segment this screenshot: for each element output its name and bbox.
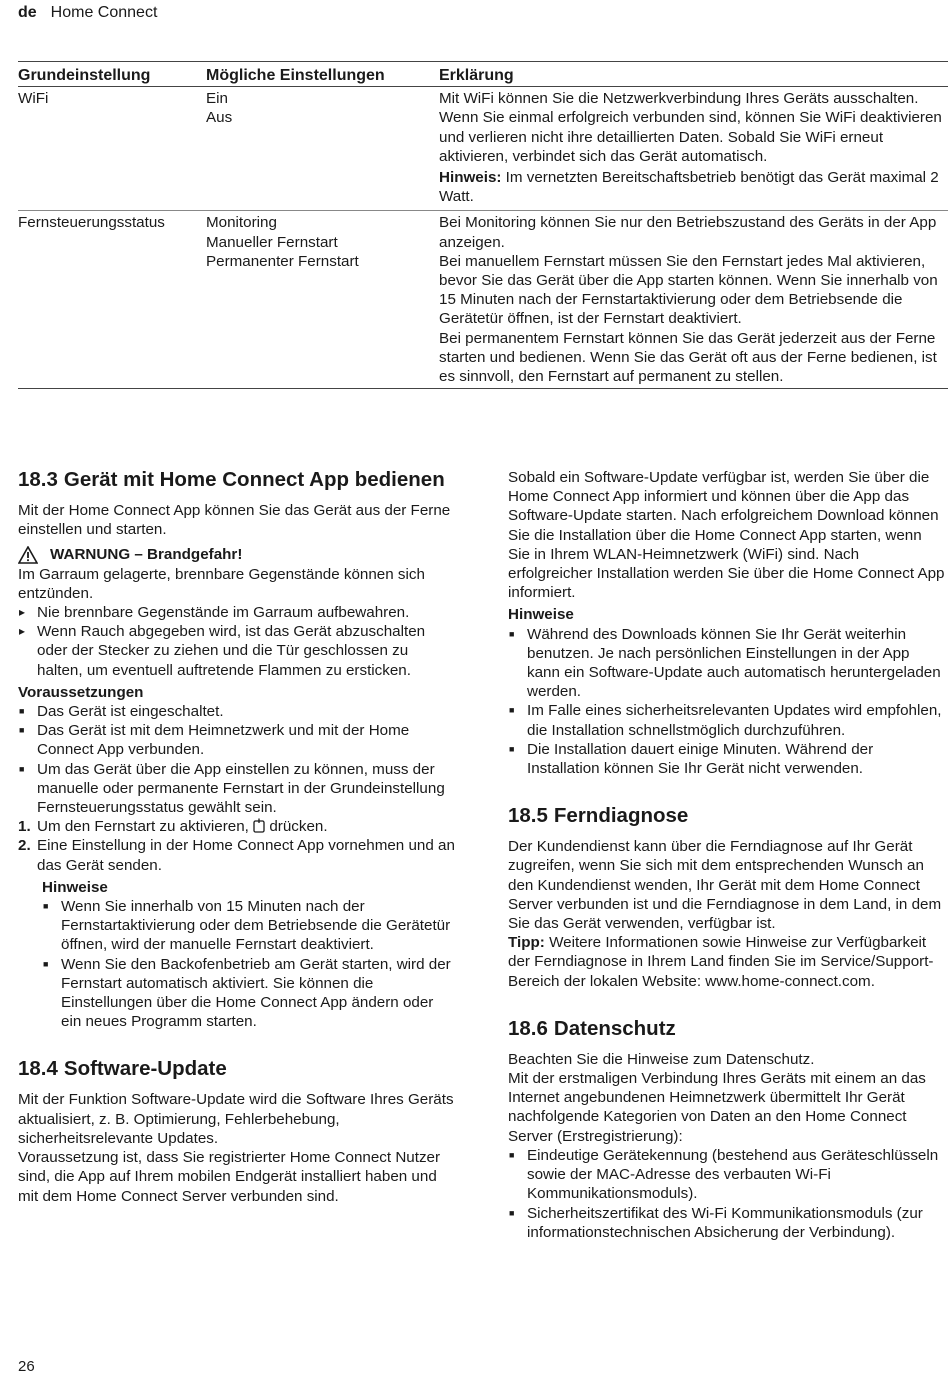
section-intro: Mit der Home Connect App können Sie das Gerät aus der Ferne einstellen und starten.: [18, 502, 451, 539]
setting-name: WiFi: [18, 87, 206, 211]
list-item: ■ Um das Gerät über die App einstellen zu können, muss der manuelle oder permanente Fernstart in der Grundeinstellung Fernsteuerungsstatus gewählt sein.: [18, 760, 456, 818]
list-item: ▸ Nie brennbare Gegenstände im Garraum aufbewahren.: [18, 603, 456, 622]
section-heading-18-3: 18.3 Gerät mit Home Connect App bedienen: [18, 468, 445, 491]
list-item: ■ Das Gerät ist eingeschaltet.: [18, 702, 456, 721]
step-number: 2.: [18, 837, 31, 855]
explanation-text: Bei manuellem Fernstart müssen Sie den Fernstart jedes Mal aktivieren, bevor Sie das Gerät über die App starten können. Wenn Sie innerhalb von 15 Minuten nach der Fernstartaktivierung oder dem Betriebsende die Gerätetür öffnen, ist der Fernstart deaktiviert.: [439, 252, 938, 328]
setting-options: [206, 87, 439, 211]
warning-text: Im Garraum gelagerte, brennbare Gegenstände können sich entzünden.: [18, 565, 425, 602]
hints-list: [508, 625, 946, 779]
option: Aus: [206, 109, 233, 127]
page-header: [18, 3, 157, 22]
section-heading-18-5: 18.5 Ferndiagnose: [508, 804, 689, 828]
note-label: Hinweis:: [439, 169, 502, 187]
paragraph: Beachten Sie die Hinweise zum Datenschutz.: [508, 1050, 815, 1068]
data-categories-list: [508, 1146, 946, 1242]
prerequisites-list: [18, 702, 456, 817]
explanation-text: Mit WiFi können Sie die Netzwerkverbindung Ihres Geräts ausschalten. Wenn Sie einmal erfolgreich verbunden sind, können Sie WiFi deaktivieren und verlieren nicht ihre detaillierten Daten. Sobald Sie WiFi erneut aktivieren, verbindet sich das Gerät automatisch.: [439, 90, 942, 165]
setting-name: Fernsteuerungsstatus: [18, 211, 206, 389]
option: Permanenter Fernstart: [206, 252, 359, 270]
left-column: [18, 468, 456, 1206]
paragraph: Voraussetzung ist, dass Sie registrierter Home Connect Nutzer sind, die App auf Ihrem mobilen Endgerät installiert haben und mit dem Home Connect Server verbunden sind.: [18, 1149, 441, 1205]
setting-explanation: [439, 211, 948, 389]
option: Monitoring: [206, 214, 277, 232]
header-title: Home Connect: [50, 4, 158, 21]
warning-heading: [18, 545, 456, 564]
list-item: ■ Sicherheitszertifikat des Wi-Fi Kommunikationsmoduls (zur informationstechnischen Absicherung der Verbindung).: [508, 1204, 946, 1242]
setting-options: [206, 211, 439, 389]
table-header: Grundeinstellung: [18, 62, 206, 87]
explanation-text: Bei permanentem Fernstart können Sie das Gerät jederzeit aus der Ferne starten und bedienen. Wenn Sie das Gerät oft aus der Ferne bedienen, ist es sinnvoll, den Fernstart auf permanent zu stellen.: [439, 329, 937, 386]
hints-list: [42, 897, 456, 1031]
warning-title: WARNUNG – Brandgefahr!: [50, 546, 243, 564]
setting-explanation: [439, 87, 948, 211]
hints-title: Hinweise: [42, 878, 108, 896]
paragraph: Mit der erstmaligen Verbindung Ihres Geräts mit einem an das Internet angebundenen Heimnetzwerk übermittelt Ihr Gerät nachfolgende Kategorien von Daten an den Home Connect Server (Erstregistrierung):: [508, 1070, 926, 1145]
language-code: de: [18, 4, 37, 21]
step-number: 1.: [18, 818, 31, 836]
list-item: ■ Eindeutige Gerätekennung (bestehend aus Geräteschlüsseln sowie der MAC-Adresse des verbauten Wi-Fi Kommunikationsmoduls).: [508, 1146, 946, 1204]
list-item: ■ Wenn Sie innerhalb von 15 Minuten nach der Fernstartaktivierung oder dem Betriebsende die Gerätetür öffnen, wird der manuelle Fernstart deaktiviert.: [42, 897, 456, 955]
step-text: Eine Einstellung in der Home Connect App vornehmen und an das Gerät senden.: [37, 837, 455, 874]
list-item: ■ Wenn Sie den Backofenbetrieb am Gerät starten, wird der Fernstart automatisch aktiviert. Sie können die Einstellungen über die Home Connect App ändern oder ein neues Programm starten.: [42, 955, 456, 1032]
step-text-end: drücken.: [265, 818, 328, 836]
list-item: ■ Während des Downloads können Sie Ihr Gerät weiterhin benutzen. Je nach persönlichen Einstellungen in der App kann ein Software-Update auch automatisch heruntergeladen werden.: [508, 625, 946, 702]
tip-body: Weitere Informationen sowie Hinweise zur Verfügbarkeit der Ferndiagnose in Ihrem Land finden Sie im Service/Support-Bereich der lokalen Website: www.home-connect.com.: [508, 934, 934, 990]
step-item: [18, 817, 456, 836]
hints-title: Hinweise: [508, 606, 574, 624]
paragraph: Der Kundendienst kann über die Ferndiagnose auf Ihr Gerät zugreifen, wenn Sie sich mit dem entsprechenden Wunsch an den Kundendienst wenden, Ihr Gerät mit dem Home Connect Server verbunden ist und die Ferndiagnose in dem Land, in dem Sie das Gerät verwenden, verfügbar ist.: [508, 838, 942, 933]
list-item: ■ Das Gerät ist mit dem Heimnetzwerk und mit der Home Connect App verbunden.: [18, 721, 456, 759]
section-heading-18-6: 18.6 Datenschutz: [508, 1016, 676, 1040]
table-header: Mögliche Einstellungen: [206, 62, 439, 87]
right-column: [508, 468, 946, 1242]
paragraph: Mit der Funktion Software-Update wird die Software Ihres Geräts aktualisiert, z. B. Optimierung, Fehlerbehebung, sicherheitsrelevante Updates.: [18, 1091, 454, 1147]
hints-block: [42, 878, 456, 1032]
warning-steps: [18, 603, 456, 680]
page-number: 26: [18, 1358, 35, 1375]
remote-start-icon: [253, 818, 265, 833]
steps-list: [18, 817, 456, 875]
section-heading-18-4: 18.4 Software-Update: [18, 1057, 227, 1081]
settings-table: [18, 61, 948, 389]
table-header: Erklärung: [439, 62, 948, 87]
list-item: ▸ Wenn Rauch abgegeben wird, ist das Gerät abzuschalten oder der Stecker zu ziehen und die Tür geschlossen zu halten, um eventuell auftretende Flammen zu ersticken.: [18, 622, 456, 680]
option: Ein: [206, 90, 228, 108]
tip-label: Tipp:: [508, 934, 545, 952]
explanation-text: Bei Monitoring können Sie nur den Betriebszustand des Geräts in der App anzeigen.: [439, 214, 937, 251]
prerequisites-title: Voraussetzungen: [18, 683, 144, 701]
list-item: ■ Im Falle eines sicherheitsrelevanten Updates wird empfohlen, die Installation schnellstmöglich durchzuführen.: [508, 701, 946, 739]
step-item: [18, 836, 456, 874]
option: Manueller Fernstart: [206, 233, 338, 251]
paragraph: Sobald ein Software-Update verfügbar ist, werden Sie über die Home Connect App informiert und können über die App das Software-Update starten. Nach erfolgreichem Download können Sie die Installation über die Home Connect App starten, wenn Sie in Ihrem WLAN-Heimnetzwerk (WiFi) sind. Nach erfolgreicher Installation werden Sie über die Home Connect App informiert.: [508, 469, 945, 602]
tip-text: [508, 933, 946, 991]
note-body: Im vernetzten Bereitschaftsbetrieb benötigt das Gerät maximal 2 Watt.: [439, 169, 939, 206]
table-row: [18, 87, 948, 211]
note-text: [439, 168, 948, 206]
step-text: Um den Fernstart zu aktivieren,: [37, 818, 254, 836]
warning-triangle-icon: [18, 546, 38, 564]
table-header-row: [18, 62, 948, 87]
list-item: ■ Die Installation dauert einige Minuten. Während der Installation können Sie Ihr Gerät nicht verwenden.: [508, 740, 946, 778]
table-row: [18, 211, 948, 389]
